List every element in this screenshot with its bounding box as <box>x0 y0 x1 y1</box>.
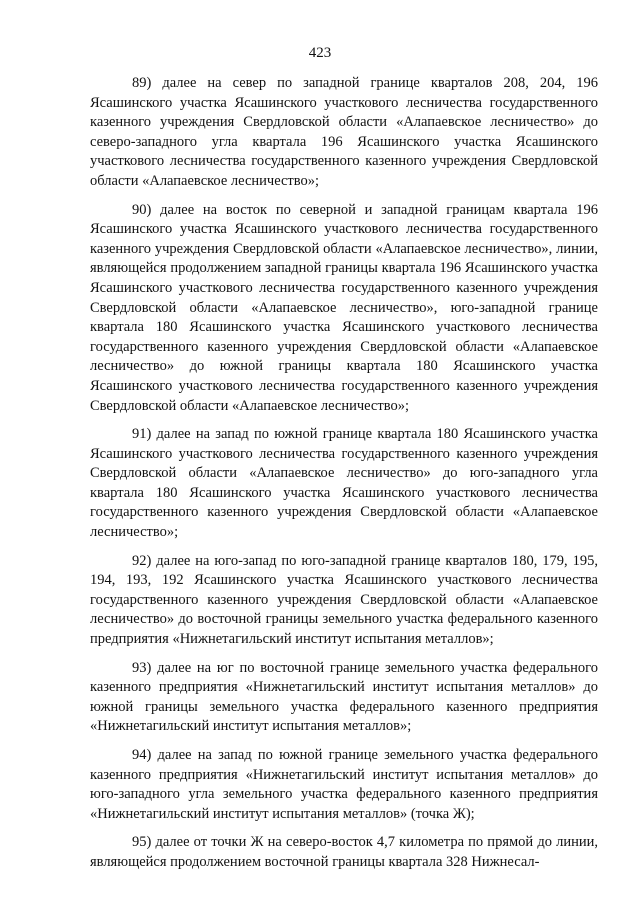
document-body <box>90 74 598 873</box>
paragraph-91: 91) далее на запад по южной границе квартала 180 Ясашинского участка Ясашинского участкового лесничества государственного казенного учреждения Свердловской области «Алапаевское лесничество» до юго-западного угла квартала 180 Ясашинского участка Ясашинского участкового лесничества государственного казенного учреждения Свердловской области «Алапаевское лесничество»; <box>90 426 598 541</box>
paragraph-93: 93) далее на юг по восточной границе земельного участка федерального казенного предприятия «Нижнетагильский институт испытания металлов» до южной границы земельного участка федерального казенного предприятия «Нижнетагильский институт испытания металлов»; <box>90 659 598 735</box>
paragraph-94: 94) далее на запад по южной границе земельного участка федерального казенного предприятия «Нижнетагильский институт испытания металлов» до юго-западного угла земельного участка федерального казенного предприятия «Нижнетагильский институт испытания металлов» (точка Ж); <box>90 747 598 822</box>
page-number: 423 <box>308 45 332 61</box>
paragraph-90: 90) далее на восток по северной и западной границам квартала 196 Ясашинского участка Ясашинского участкового лесничества государственного казенного учреждения Свердловской области «Алапаевское лесничество», линии, являющейся продолжением западной границы квартала 196 Ясашинского участка Ясашинского участкового лесничества государственного казенного учреждения Свердловской области «Алапаевское лесничество», юго-западной границе квартала 180 Ясашинского участка Ясашинского участкового лесничества государственного казенного учреждения Свердловской области «Алапаевское лесничество» до южной границы квартала 180 Ясашинского участка Ясашинского участкового лесничества государственного казенного учреждения Свердловской области «Алапаевское лесничество»; <box>90 201 598 414</box>
paragraph-92: 92) далее на юго-запад по юго-западной границе кварталов 180, 179, 195, 194, 193, 192 Ясашинского участка Ясашинского участкового лесничества государственного казенного учреждения Свердловской области «Алапаевское лесничество» до восточной границы земельного участка федерального казенного предприятия «Нижнетагильский институт испытания металлов»; <box>90 552 598 648</box>
paragraph-89: 89) далее на север по западной границе кварталов 208, 204, 196 Ясашинского участка Ясашинского участкового лесничества государственного казенного учреждения Свердловской области «Алапаевское лесничество» до северо-западного угла квартала 196 Ясашинского участка Ясашинского участкового лесничества государственного казенного учреждения Свердловской области «Алапаевское лесничество»; <box>90 75 598 189</box>
paragraph-95: 95) далее от точки Ж на северо-восток 4,7 километра по прямой до линии, являющейся продолжением восточной границы квартала 328 Нижнесал- <box>90 834 598 870</box>
